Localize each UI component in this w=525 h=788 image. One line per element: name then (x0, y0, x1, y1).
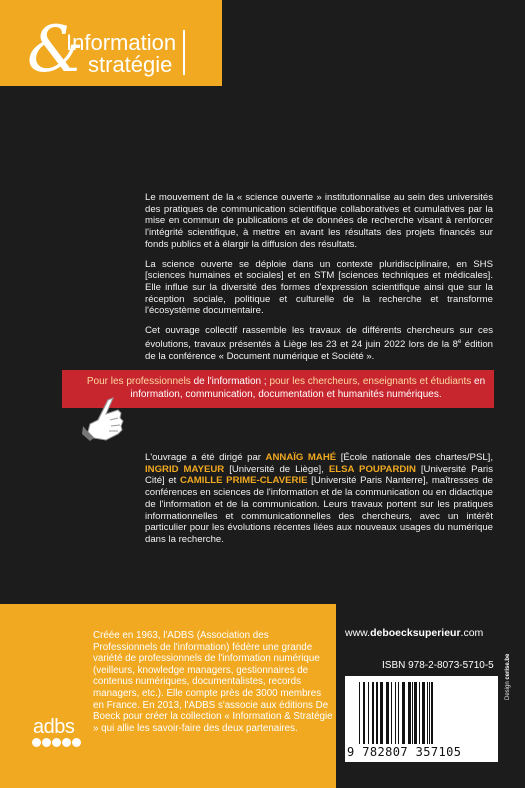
brand-line-information: Information (66, 30, 177, 55)
editor-name-3: ELSA POUPARDIN (328, 463, 416, 475)
intro-p3-end: édition de la conférence « Document numérique et Société ». (145, 338, 494, 362)
design-name: cerise.be (505, 653, 511, 680)
intro-p3-sup: e (457, 338, 462, 345)
intro-text (145, 192, 493, 370)
audience-professionals: Pour les professionnels (86, 376, 191, 387)
editors-text (145, 452, 493, 546)
editor-aff-1: [École nationale des chartes/PSL], (336, 452, 494, 463)
pointing-hand-icon (78, 394, 130, 444)
design-label: Design (505, 679, 511, 700)
intro-p3-start: Cet ouvrage collectif rassemble les travaux de différents chercheurs sur ces évolutions, travaux présentés à Liège les 23 et 24 juin 2022 lors de la 8 (145, 325, 493, 350)
brand-ampersand: & (27, 13, 84, 87)
editor-name-4: CAMILLE PRIME-CLAVERIE (179, 475, 308, 487)
intro-paragraph-2: La science ouverte se déploie dans un contexte pluridisciplinaire, en SHS [sciences humaines et sociales] et en STM [sciences techniques et médicales]. Elle influe sur la diversité des formes d'expression scientifique ainsi que sur la réception sociale, politique et culturelle de la recherche et transforme l'écosystème documentaire. (145, 258, 493, 317)
isbn: ISBN 978-2-8073-5710-5 (382, 660, 494, 671)
design-credit (505, 630, 517, 700)
editor-name-2: INGRID MAYEUR (145, 463, 225, 475)
audience-fields: en information, communication, documentation et humanités numériques. (130, 376, 486, 400)
url-prefix: www. (345, 627, 371, 639)
editor-aff-4: [Université Paris Nanterre], maîtresses de conférences en sciences de l'information et de la communication ou en didactique de l'information et de la communication. Leurs travaux portent sur les pratiques informationnelles et communicationnelles des chercheurs, avec un intérêt particulier pour les évolutions récentes liées aux nouveaux usages du numérique dans la recherche. (145, 475, 494, 545)
audience-info: de l'information ; (190, 376, 270, 387)
adbs-description: Créée en 1963, l'ADBS (Association des Professionnels de l'information) fédère une grande variété de professionnels de l'information numérique (veilleurs, knowledge managers, gestionnaires de contenus numériques, documentalistes, records managers, etc.). Elle compte près de 3000 membres en France. En 2013, l'ADBS s'associe aux éditions De Boeck pour créer la collection « Information & Stratégie » qui allie les savoir-faire des deux partenaires. (93, 630, 333, 734)
audience-researchers: pour les chercheurs, enseignants et étudiants (269, 376, 472, 387)
brand-line-strategie: stratégie (88, 52, 173, 77)
intro-paragraph-1: Le mouvement de la « science ouverte » institutionnalise au sein des universités des pratiques de communication scientifique collaboratives et cumulatives par la mise en commun de publications et de données de recherche visant à renforcer l'intégrité scientifique, à mettre en avant les résultats des projets financés sur fonds publics et à élargir la diffusion des résultats. (145, 192, 493, 250)
intro-paragraph-3 (145, 325, 493, 362)
editor-aff-2: [Université de Liège], (224, 463, 329, 475)
editor-aff-3: [Université Paris Cité] et (145, 463, 493, 487)
url-main: deboecksuperieur (370, 627, 461, 639)
barcode-icon (357, 682, 489, 744)
brand-divider (183, 30, 185, 75)
url-suffix: .com (460, 627, 484, 639)
editors-intro: L'ouvrage a été dirigé par (145, 452, 266, 463)
barcode-digits: 9 782807 357105 (347, 745, 462, 759)
publisher-url[interactable] (345, 627, 483, 639)
adbs-logo-icon: adbs (33, 716, 75, 738)
audience-text (80, 375, 492, 401)
adbs-logo-dots (32, 738, 81, 747)
editor-name-1: ANNAÏG MAHÉ (265, 452, 337, 463)
